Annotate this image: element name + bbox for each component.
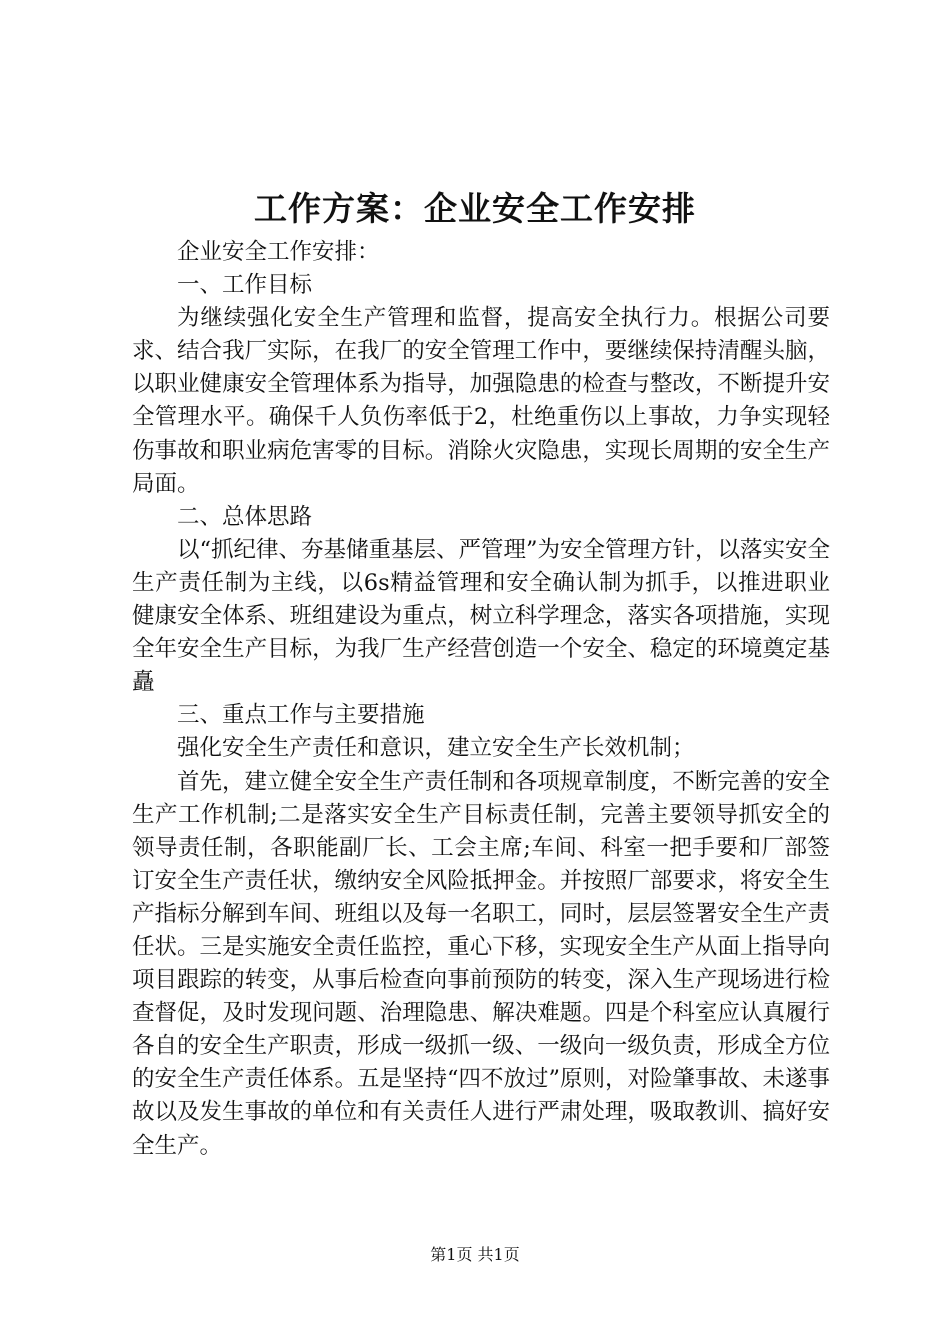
- page-footer: 第1页 共1页: [430, 1245, 520, 1264]
- section-heading-approach: 二、总体思路: [177, 503, 313, 530]
- document-title: 工作方案：企业安全工作安排: [254, 189, 696, 228]
- section-heading-goals: 一、工作目标: [177, 272, 313, 299]
- paragraph-approach: 以“抓纪律、夯基储重基层、严管理”为安全管理方针，以落实安全生产责任制为主线，以6s精益管理和安全确认制为抓手，以推进职业健康安全体系、班组建设为重点，树立科学理念，落实各项措施，实现全年安全生产目标，为我厂生产经营创造一个安全、稳定的环境奠定基矗: [132, 536, 831, 696]
- section-heading-measures: 三、重点工作与主要措施: [177, 702, 425, 729]
- intro-line: 企业安全工作安排：: [177, 239, 380, 265]
- paragraph-measures: 首先，建立健全安全生产责任制和各项规章制度，不断完善的安全生产工作机制;二是落实安全生产目标责任制，完善主要领导抓安全的领导责任制，各职能副厂长、工会主席;车间、科室一把手要和厂部签订安全生产责任状，缴纳安全风险抵押金。并按照厂部要求，将安全生产指标分解到车间、班组以及每一名职工，同时，层层签署安全生产责任状。三是实施安全责任监控，重心下移，实现安全生产从面上指导向项目跟踪的转变，从事后检查向事前预防的转变，深入生产现场进行检查督促，及时发现问题、治理隐患、解决难题。四是个科室应认真履行各自的安全生产职责，形成一级抓一级、一级向一级负责，形成全方位的安全生产责任体系。五是坚持“四不放过”原则，对险肇事故、未遂事故以及发生事故的单位和有关责任人进行严肃处理，吸取教训、搞好安全生产。: [132, 768, 831, 1159]
- subheading-responsibility: 强化安全生产责任和意识，建立安全生产长效机制；: [177, 735, 695, 762]
- document-body: [132, 236, 830, 1163]
- paragraph-goals: 为继续强化安全生产管理和监督，提高安全执行力。根据公司要求、结合我厂实际，在我厂的安全管理工作中，要继续保持清醒头脑，以职业健康安全管理体系为指导，加强隐患的检查与整改，不断提升安全管理水平。确保千人负伤率低于2，杜绝重伤以上事故，力争实现轻伤事故和职业病危害零的目标。消除火灾隐患，实现长周期的安全生产局面。: [132, 305, 830, 497]
